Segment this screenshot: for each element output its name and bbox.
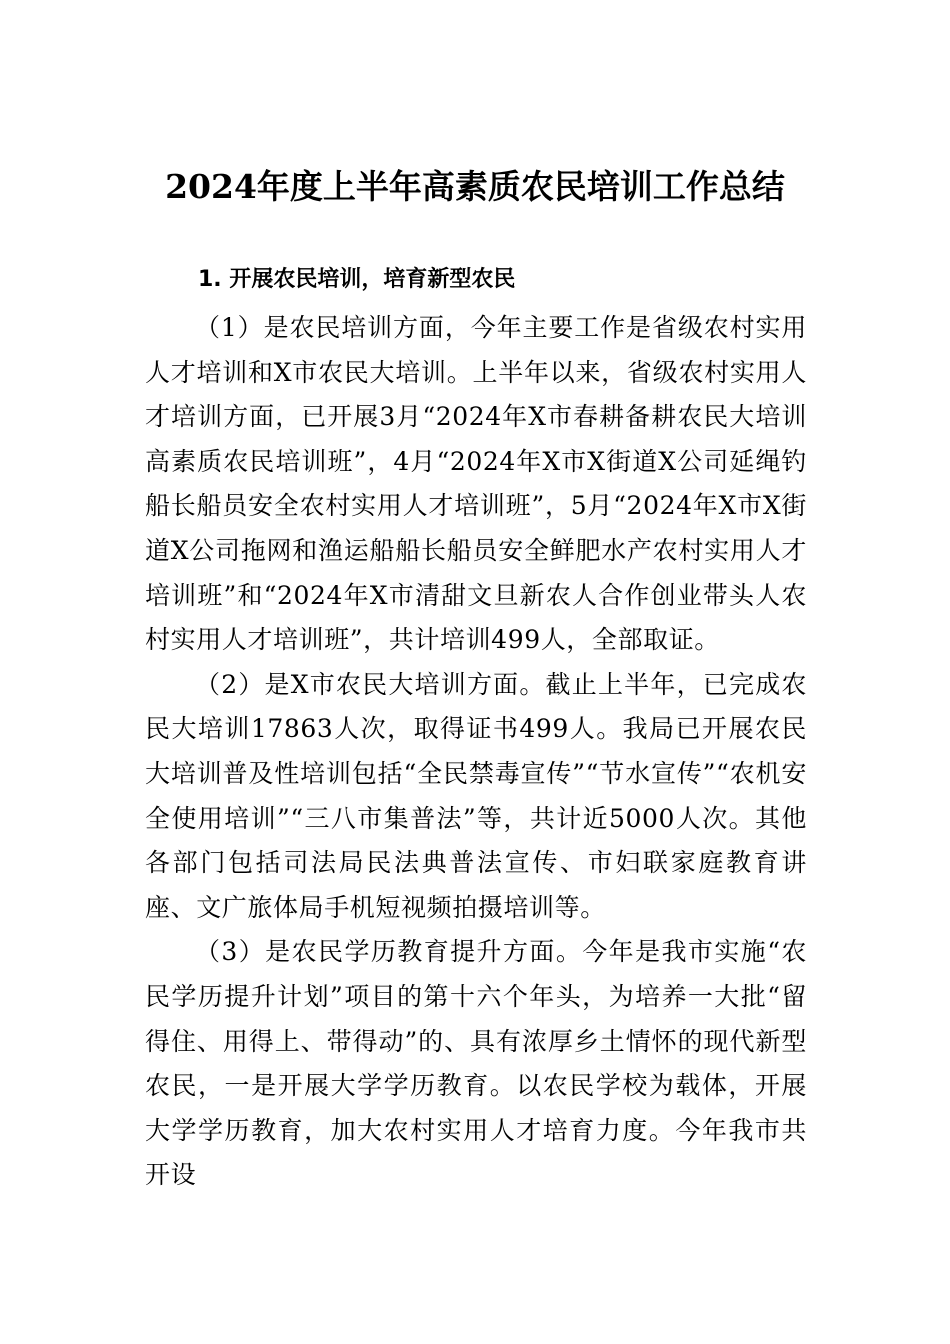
paragraph-3: （3）是农民学历教育提升方面。今年是我市实施“农民学历提升计划”项目的第十六个年头，为培养一大批“留得住、用得上、带得动”的、具有浓厚乡土情怀的现代新型农民，一是开展大学学历教育。以农民学校为载体，开展大学学历教育，加大农村实用人才培育力度。今年我市共开设 [145, 937, 807, 1190]
document-body [145, 306, 807, 1198]
paragraph-1: （1）是农民培训方面，今年主要工作是省级农村实用人才培训和X市农民大培训。上半年以来，省级农村实用人才培训方面，已开展3月“2024年X市春耕备耕农民大培训高素质农民培训班”，4月“2024年X市X街道X公司延绳钓船长船员安全农村实用人才培训班”，5月“2024年X市X街道X公司拖网和渔运船船长船员安全鲜肥水产农村实用人才培训班”和“2024年X市清甜文旦新农人合作创业带头人农村实用人才培训班”，共计培训499人，全部取证。 [145, 313, 807, 655]
paragraph-2: （2）是X市农民大培训方面。截止上半年，已完成农民大培训17863人次，取得证书499人。我局已开展农民大培训普及性培训包括“全民禁毒宣传”“节水宣传”“农机安全使用培训”“三八市集普法”等，共计近5000人次。其他各部门包括司法局民法典普法宣传、市妇联家庭教育讲座、文广旅体局手机短视频拍摄培训等。 [145, 669, 807, 922]
section-heading: 1. 开展农民培训，培育新型农民 [198, 267, 516, 292]
document-title: 2024年度上半年高素质农民培训工作总结 [165, 167, 785, 206]
